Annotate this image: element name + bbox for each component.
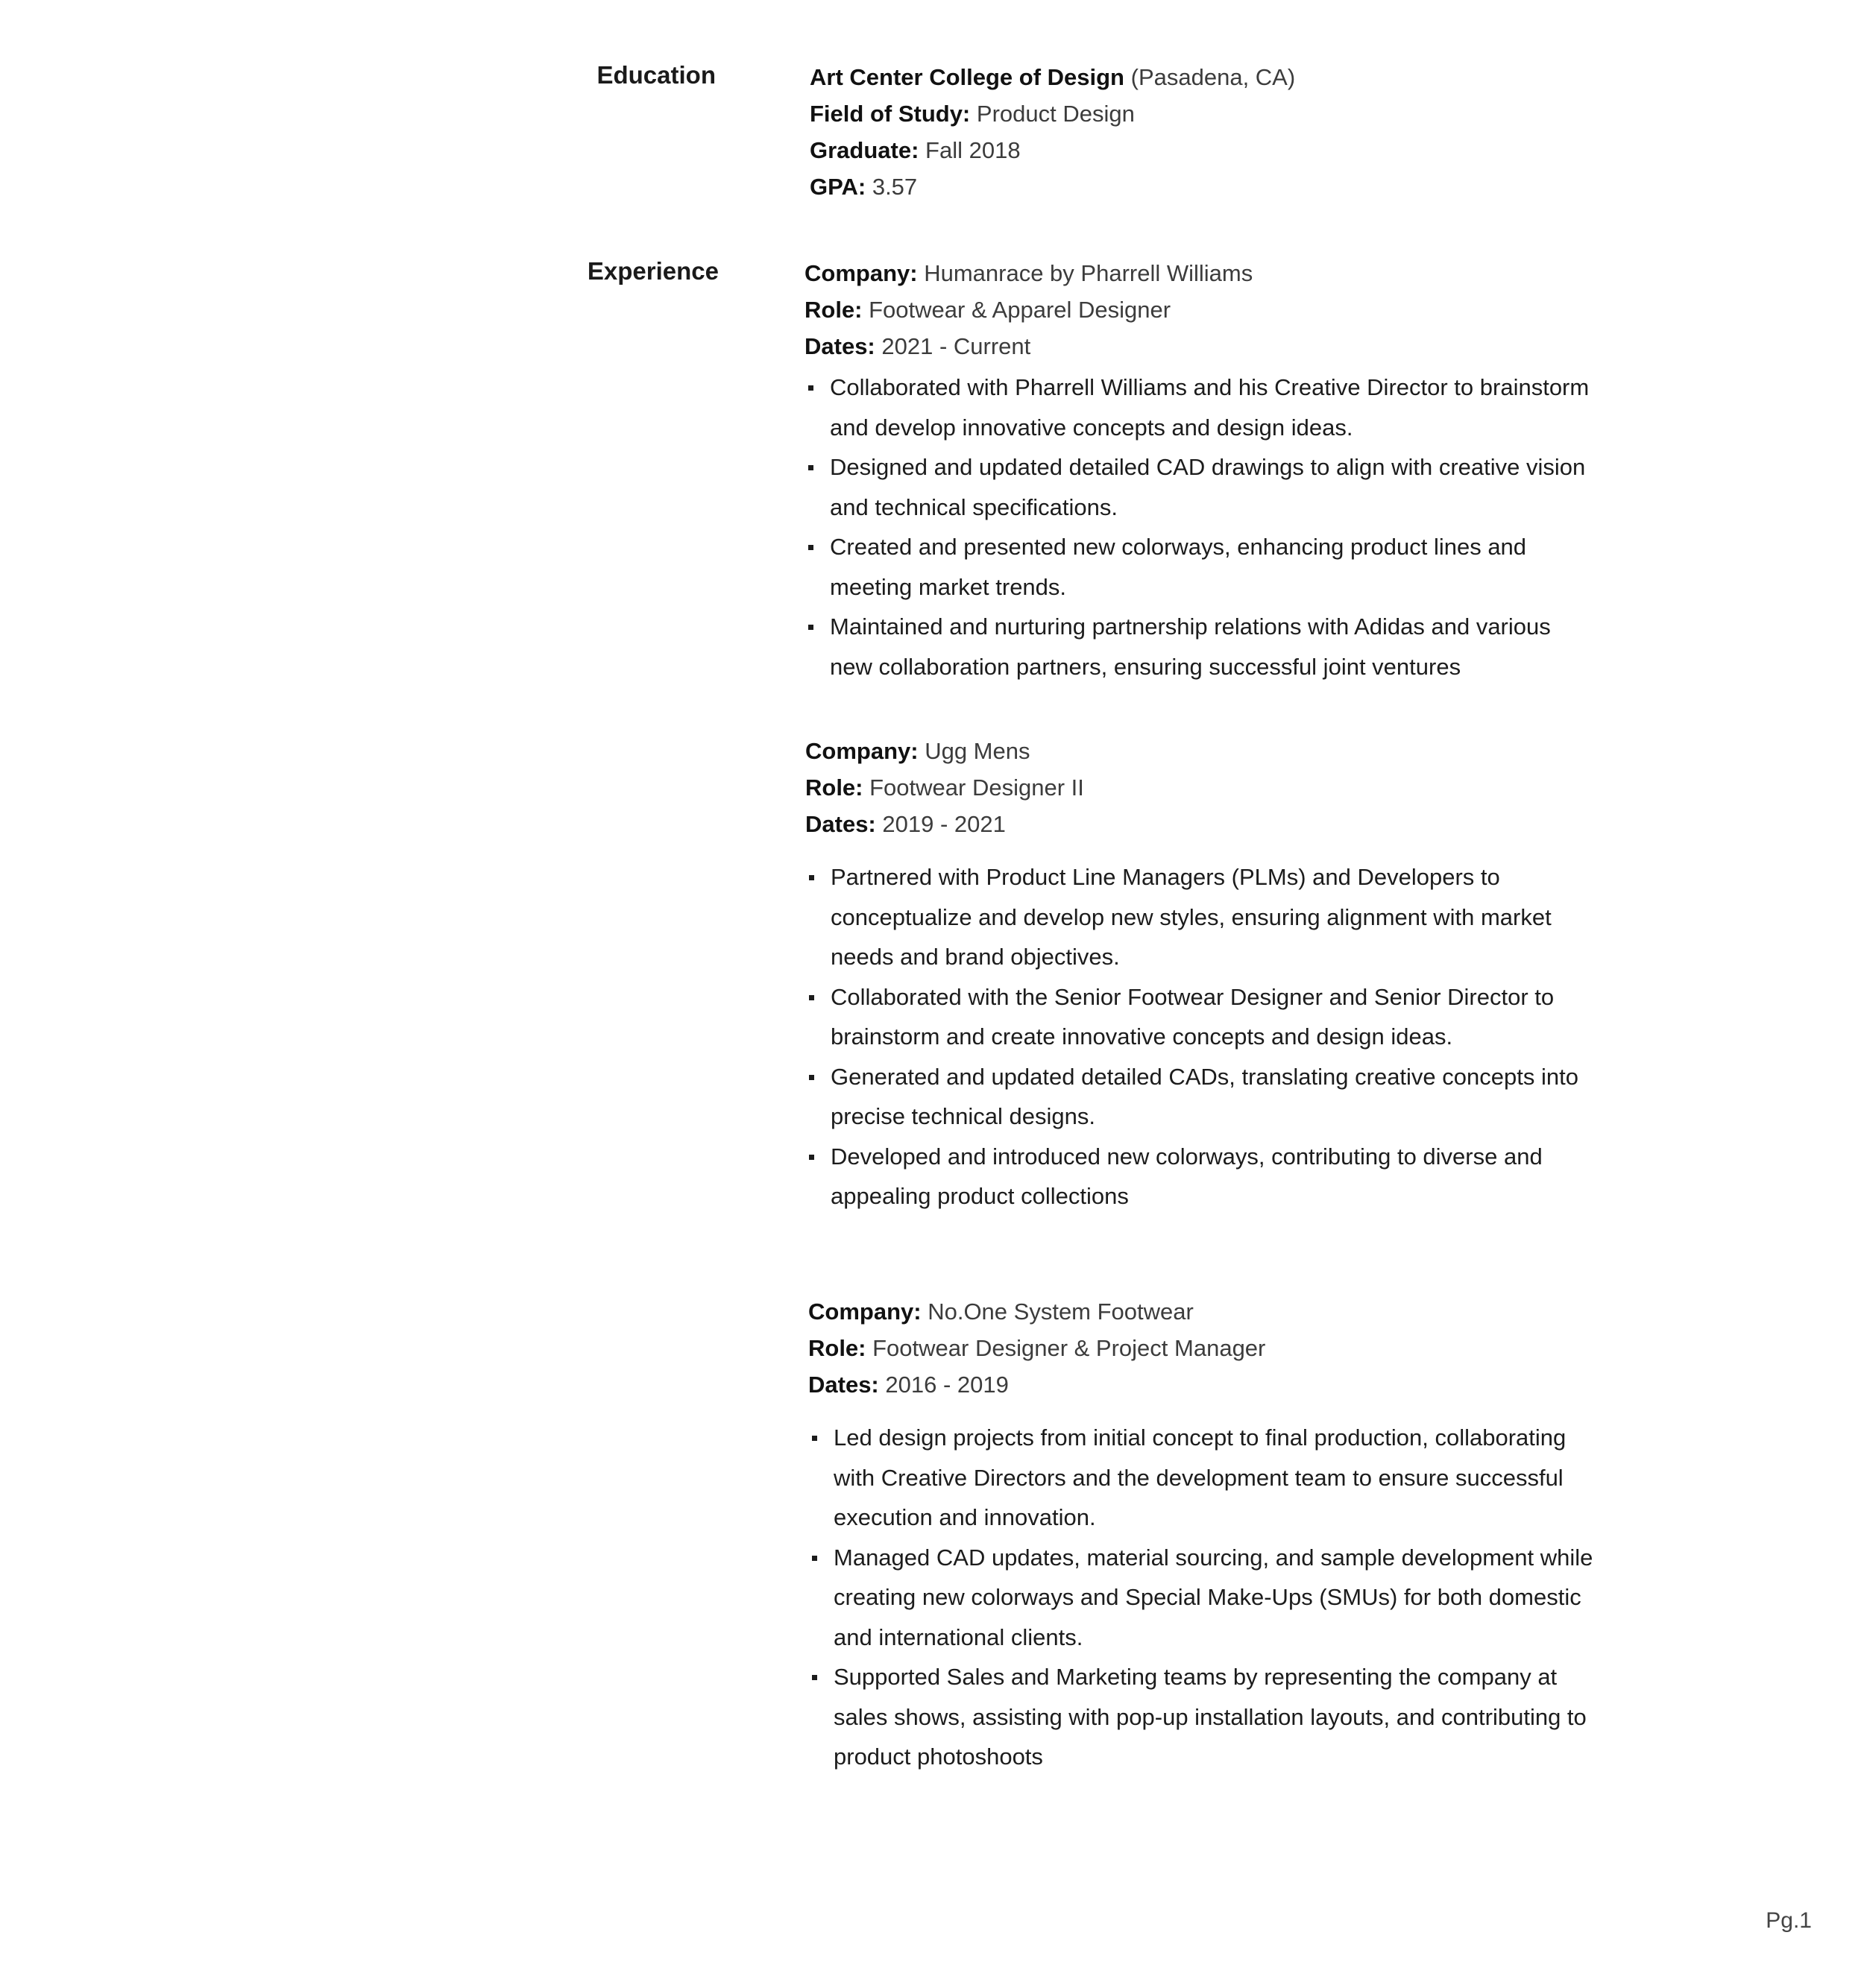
role-line [805, 769, 1596, 806]
bullet-square-icon [809, 995, 814, 1000]
bullet-text: Collaborated with the Senior Footwear Designer and Senior Director to brainstorm and create innovative concepts and design ideas. [831, 983, 1555, 1050]
graduate-label: Graduate: [810, 137, 919, 163]
bullet-text: Designed and updated detailed CAD drawings to align with creative vision and technical specifications. [830, 454, 1586, 520]
gpa-label: GPA: [810, 174, 866, 200]
job-noone [808, 1293, 1599, 1777]
field-label: Field of Study: [810, 101, 971, 127]
company-label: Company: [805, 260, 918, 286]
list-item [805, 1137, 1596, 1217]
bullet-square-icon [809, 1075, 814, 1080]
role-label: Role: [805, 297, 863, 323]
dates-line [808, 1366, 1599, 1403]
dates-label: Dates: [808, 1372, 879, 1398]
bullet-square-icon [808, 385, 813, 391]
bullet-text: Led design projects from initial concept to final production, collaborating with Creative Directors and the development team to ensure successful execution and innovation. [834, 1424, 1567, 1530]
bullet-text: Partnered with Product Line Managers (PLMs) and Developers to conceptualize and develop new styles, ensuring alignment with market needs and brand objectives. [831, 864, 1552, 970]
role-label: Role: [805, 774, 863, 801]
bullet-list [805, 857, 1596, 1217]
bullet-square-icon [812, 1436, 817, 1441]
bullet-square-icon [812, 1556, 817, 1561]
company-line [808, 1293, 1599, 1330]
field-value: Product Design [976, 101, 1135, 127]
bullet-square-icon [808, 625, 813, 630]
dates-value: 2019 - 2021 [882, 811, 1006, 837]
school-name: Art Center College of Design [810, 64, 1124, 90]
bullet-square-icon [812, 1675, 817, 1680]
bullet-text: Generated and updated detailed CADs, translating creative concepts into precise technical designs. [831, 1063, 1578, 1129]
experience-heading: Experience [587, 257, 719, 285]
school-line [810, 59, 1600, 95]
bullet-list [808, 1418, 1599, 1777]
company-value: No.One System Footwear [928, 1298, 1194, 1325]
graduate-line [810, 132, 1600, 168]
role-line [808, 1330, 1599, 1366]
field-line [810, 95, 1600, 132]
list-item [805, 607, 1595, 687]
list-item [805, 447, 1595, 527]
education-heading: Education [596, 61, 716, 89]
bullet-text: Created and presented new colorways, enhancing product lines and meeting market trends. [830, 534, 1527, 600]
company-line [805, 733, 1596, 769]
bullet-list [805, 367, 1595, 687]
dates-line [805, 328, 1595, 365]
company-value: Humanrace by Pharrell Williams [924, 260, 1253, 286]
list-item [805, 857, 1596, 977]
dates-value: 2021 - Current [881, 333, 1031, 359]
bullet-square-icon [808, 465, 813, 470]
role-value: Footwear & Apparel Designer [869, 297, 1171, 323]
company-label: Company: [808, 1298, 922, 1325]
list-item [808, 1657, 1599, 1777]
role-value: Footwear Designer & Project Manager [872, 1335, 1266, 1361]
role-label: Role: [808, 1335, 866, 1361]
graduate-value: Fall 2018 [925, 137, 1021, 163]
bullet-text: Managed CAD updates, material sourcing, and sample development while creating new colorways and Special Make-Ups (SMUs) for both domestic and international clients. [834, 1544, 1593, 1650]
bullet-square-icon [809, 1155, 814, 1160]
dates-label: Dates: [805, 333, 875, 359]
list-item [805, 527, 1595, 607]
list-item [808, 1418, 1599, 1538]
role-line [805, 291, 1595, 328]
list-item [808, 1538, 1599, 1658]
gpa-line [810, 168, 1600, 205]
bullet-text: Supported Sales and Marketing teams by representing the company at sales shows, assisting with pop-up installation layouts, and contributing to product photoshoots [834, 1664, 1587, 1770]
company-line [805, 255, 1595, 291]
list-item [805, 1057, 1596, 1137]
dates-label: Dates: [805, 811, 876, 837]
school-location: (Pasadena, CA) [1130, 64, 1296, 90]
bullet-text: Maintained and nurturing partnership relations with Adidas and various new collaboration partners, ensuring successful joint ventures [830, 613, 1551, 680]
role-value: Footwear Designer II [869, 774, 1084, 801]
company-value: Ugg Mens [925, 738, 1030, 764]
dates-value: 2016 - 2019 [885, 1372, 1009, 1398]
job-humanrace [805, 255, 1595, 687]
education-block [810, 59, 1600, 205]
list-item [805, 977, 1596, 1057]
gpa-value: 3.57 [872, 174, 918, 200]
company-label: Company: [805, 738, 919, 764]
dates-line [805, 806, 1596, 842]
page-number: Pg.1 [1766, 1908, 1812, 1933]
list-item [805, 367, 1595, 447]
bullet-text: Collaborated with Pharrell Williams and his Creative Director to brainstorm and develop innovative concepts and design ideas. [830, 374, 1590, 441]
bullet-square-icon [808, 545, 813, 550]
bullet-square-icon [809, 875, 814, 880]
bullet-text: Developed and introduced new colorways, contributing to diverse and appealing product collections [831, 1143, 1543, 1209]
job-ugg [805, 733, 1596, 1217]
